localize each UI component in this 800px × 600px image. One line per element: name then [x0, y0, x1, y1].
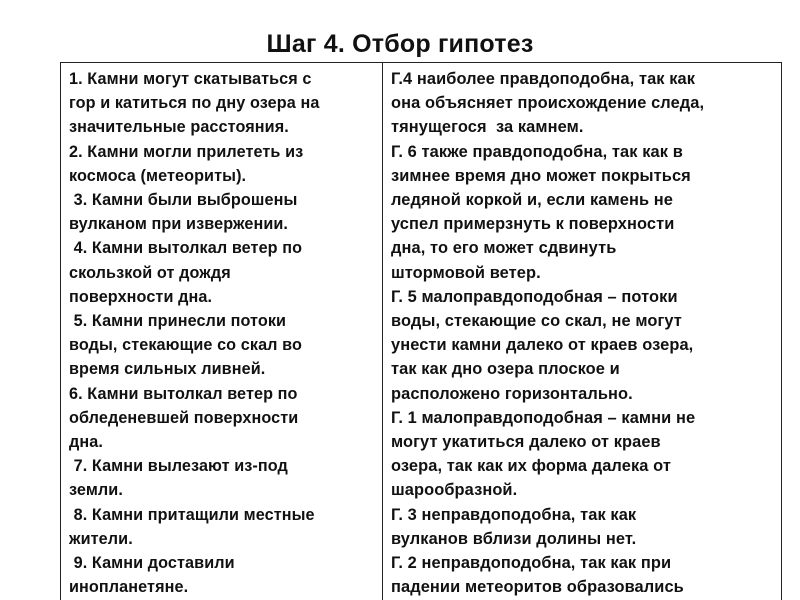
hypotheses-table [60, 62, 782, 600]
evaluation-line: успел примерзнуть к поверхности [391, 215, 675, 234]
hypothesis-line: 1. Камни могут скатываться с [69, 70, 312, 88]
evaluation-line: Г. 5 малоправдоподобная – потоки [391, 287, 678, 306]
evaluation-line: Г. 6 также правдоподобна, так как в [391, 142, 683, 161]
evaluation-line: унести камни далеко от краев озера, [391, 336, 694, 355]
hypothesis-line: скользкой от дождя [69, 263, 231, 282]
evaluation-line: озера, так как их форма далека от [391, 457, 671, 476]
evaluation-line: тянущегося за камнем. [391, 118, 584, 137]
evaluation-line: так как дно озера плоское и [391, 360, 620, 379]
evaluation-line: дна, то его может сдвинуть [391, 239, 617, 258]
hypothesis-line: дна. [69, 433, 103, 452]
evaluation-line: воды, стекающие со скал, не могут [391, 312, 682, 331]
hypothesis-line: 3. Камни были выброшены [69, 191, 298, 210]
hypothesis-line: 9. Камни доставили [69, 554, 235, 573]
evaluation-line: расположено горизонтально. [391, 384, 633, 403]
hypothesis-line: 4. Камни вытолкал ветер по [69, 239, 303, 258]
hypothesis-line: поверхности дна. [69, 287, 213, 306]
evaluation-line: шарообразной. [391, 481, 518, 500]
evaluation-column [383, 63, 781, 600]
page-title: Шаг 4. Отбор гипотез [266, 30, 534, 58]
hypothesis-line: космоса (метеориты). [69, 166, 247, 185]
evaluation-line: штормовой ветер. [391, 263, 541, 282]
hypothesis-line: время сильных ливней. [69, 360, 266, 379]
evaluation-line: Г. 2 неправдоподобна, так как при [391, 554, 672, 573]
evaluation-line: она объясняет происхождение следа, [391, 94, 705, 113]
evaluation-line: Г. 1 малоправдоподобная – камни не [391, 408, 696, 427]
hypothesis-line: воды, стекающие со скал во [69, 336, 302, 355]
hypothesis-line: жители. [69, 529, 133, 548]
evaluation-line: Г. 3 неправдоподобна, так как [391, 505, 637, 524]
evaluation-line: вулканов вблизи долины нет. [391, 529, 637, 548]
hypothesis-line: инопланетяне. [69, 578, 189, 597]
hypothesis-line: 6. Камни вытолкал ветер по [69, 384, 298, 403]
hypothesis-line: вулканом при извержении. [69, 215, 289, 234]
hypothesis-line: земли. [69, 481, 123, 500]
hypothesis-line: 5. Камни принесли потоки [69, 312, 287, 331]
evaluation-line: Г.4 наиболее правдоподобна, так как [391, 70, 696, 88]
evaluation-line: могут укатиться далеко от краев [391, 433, 661, 452]
hypothesis-line: 8. Камни притащили местные [69, 505, 315, 524]
hypothesis-line: обледеневшей поверхности [69, 408, 299, 427]
evaluation-line: зимнее время дно может покрыться [391, 166, 691, 185]
hypothesis-line: 2. Камни могли прилететь из [69, 142, 304, 161]
evaluation-line: ледяной коркой и, если камень не [391, 191, 674, 210]
hypothesis-line: гор и катиться по дну озера на [69, 94, 320, 113]
hypotheses-list-column [61, 63, 383, 600]
hypothesis-line: значительные расстояния. [69, 118, 289, 137]
hypothesis-line: 7. Камни вылезают из-под [69, 457, 288, 476]
evaluation-line: падении метеоритов образовались [391, 578, 684, 597]
